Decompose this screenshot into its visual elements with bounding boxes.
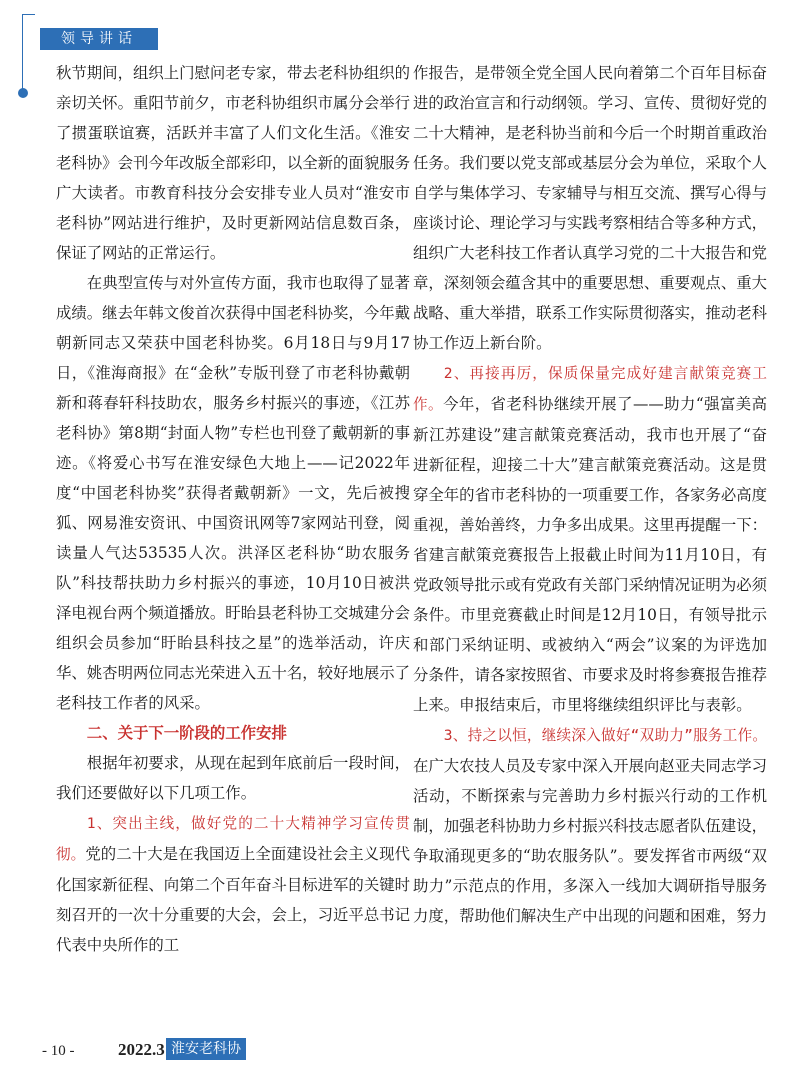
item-heading: 1、突出主线，做好党的二十大精神学习宣传贯彻。 xyxy=(56,815,410,863)
paragraph: 秋节期间，组织上门慰问老专家，带去老科协组织的亲切关怀。重阳节前夕，市老科协组织市属分会举行了掼蛋联谊赛，活跃并丰富了人们文化生活。《淮安老科协》会刊今年改版全部彩印，以全新的面貌服务广大读者。市教育科技分会安排专业人员对“淮安市老科协”网站进行维护，及时更新网站信息数百条，保证了网站的正常运行。 xyxy=(56,64,410,262)
issue-number: 2022.3 xyxy=(118,1040,165,1059)
paragraph xyxy=(56,808,410,960)
section-heading: 二、关于下一阶段的工作安排 xyxy=(86,724,287,742)
magazine-name: 淮安老科协 xyxy=(166,1038,246,1060)
item-body: 今年，省老科协继续开展了——助力“强富美高新江苏建设”建言献策竞赛活动，我市也开展了“奋进新征程，迎接二十大”建言献策竞赛活动。这是贯穿全年的省市老科协的一项重要工作，各家务必高度重视，善始善终，力争多出成果。这里再提醒一下：省建言献策竞赛报告上报截止时间为11月10日，有党政领导批示或有党政有关部门采纳情况证明为必须条件。市里竞赛截止时间是12月10日，有领导批示和部门采纳证明、或被纳入“两会”议案的为评选加分条件，请各家按照省、市要求及时将参赛报告推荐上来。申报结束后，市里将继续组织评比与表彰。 xyxy=(413,395,767,714)
header-dot-decoration xyxy=(18,88,28,98)
item-heading: 2、再接再厉，保质保量完成好建言献策竞赛工作。 xyxy=(413,365,767,413)
paragraph xyxy=(413,720,767,931)
header-bracket-decoration xyxy=(22,14,35,95)
item-body: 在广大农技人员及专家中深入开展向赵亚夫同志学习活动，不断探索与完善助力乡村振兴行动的工作机制，加强老科协助力乡村振兴科技志愿者队伍建设，争取涌现更多的“助农服务队”。要发挥省市两级“双助力”示范点的作用，多深入一线加大调研指导服务力度，帮助他们解决生产中出现的问题和困难，努力 xyxy=(413,757,767,925)
left-column xyxy=(56,58,410,960)
page-number: - 10 - xyxy=(42,1043,75,1059)
paragraph: 根据年初要求，从现在起到年底前后一段时间，我们还要做好以下几项工作。 xyxy=(56,754,411,802)
item-heading: 3、持之以恒，继续深入做好“双助力”服务工作。 xyxy=(443,727,767,744)
item-body: 党的二十大是在我国迈上全面建设社会主义现代化国家新征程、向第二个百年奋斗目标进军的关键时刻召开的一次十分重要的大会，会上，习近平总书记代表中央所作的工 xyxy=(56,845,410,954)
paragraph xyxy=(413,358,767,720)
paragraph: 在典型宣传与对外宣传方面，我市也取得了显著成绩。继去年韩文俊首次获得中国老科协奖，今年戴朝新同志又荣获中国老科协奖。6月18日与9月17日，《淮海商报》在“金秋”专版刊登了市老科协戴朝新和蒋春轩科技助农，服务乡村振兴的事迹，《江苏老科协》第8期“封面人物”专栏也刊登了戴朝新的事迹。《将爱心书写在淮安绿色大地上——记2022年度“中国老科协奖”获得者戴朝新》一文，先后被搜狐、网易淮安资讯、中国资讯网等7家网站刊登，阅读量人气达53535人次。洪泽区老科协“助农服务队”科技帮扶助力乡村振兴的事迹，10月10日被洪泽电视台两个频道播放。盱眙县老科协工交城建分会组织会员参加“盱眙县科技之星”的选举活动，许庆华、姚杏明两位同志光荣进入五十名，较好地展示了老科技工作者的风采。 xyxy=(56,274,411,712)
right-column xyxy=(413,58,767,931)
section-label: 领导讲话 xyxy=(40,28,158,50)
paragraph: 作报告，是带领全党全国人民向着第二个百年目标奋进的政治宣言和行动纲领。学习、宣传、贯彻好党的二十大精神，是老科协当前和今后一个时期首重政治任务。我们要以党支部或基层分会为单位，采取个人自学与集体学习、专家辅导与相互交流、撰写心得与座谈讨论、理论学习与实践考察相结合等多种方式，组织广大老科技工作者认真学习党的二十大报告和党章，深刻领会蕴含其中的重要思想、重要观点、重大战略、重大举措，联系工作实际贯彻落实，推动老科协工作迈上新台阶。 xyxy=(413,64,767,352)
